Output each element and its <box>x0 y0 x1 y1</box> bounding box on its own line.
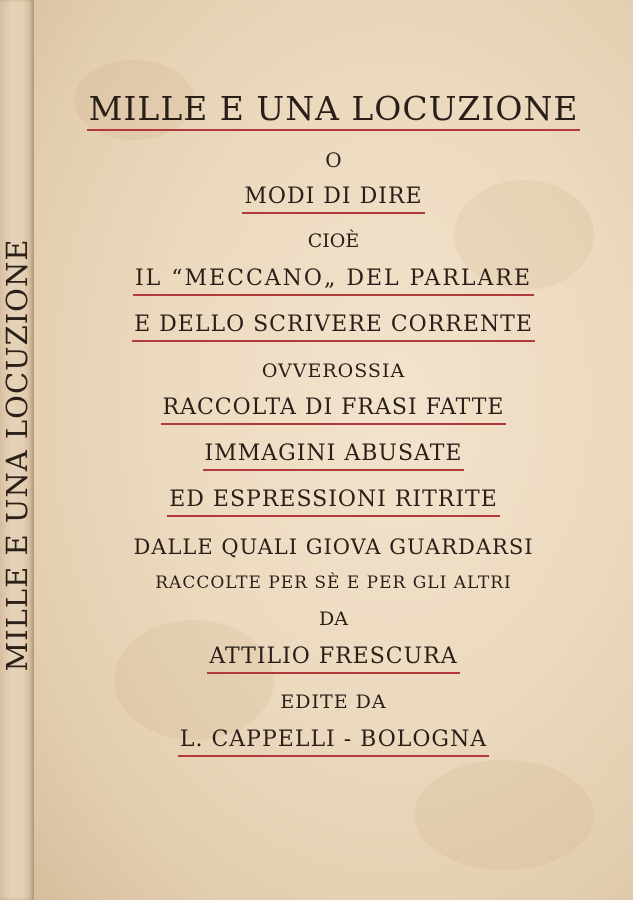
publisher-name: L. CAPPELLI - BOLOGNA <box>34 729 633 757</box>
subtitle-meccano: IL “MECCANO„ DEL PARLARE <box>34 268 633 296</box>
subtitle-guardarsi: DALLE QUALI GIOVA GUARDARSI <box>133 535 534 559</box>
word-da: DA <box>319 608 348 630</box>
subtitle-immagini: IMMAGINI ABUSATE <box>34 443 633 471</box>
spine-title: MILLE E UNA LOCUZIONE <box>0 238 34 672</box>
book-spine <box>0 0 34 900</box>
word-ovverossia: OVVEROSSIA <box>261 360 406 382</box>
subtitle-modi-di-dire: MODI DI DIRE <box>34 186 633 214</box>
author-name: ATTILIO FRESCURA <box>34 646 633 674</box>
subtitle-frasi-fatte: RACCOLTA DI FRASI FATTE <box>34 397 633 425</box>
subtitle-scrivere: E DELLO SCRIVERE CORRENTE <box>34 314 633 342</box>
subtitle-raccolte: RACCOLTE PER SÈ E PER GLI ALTRI <box>155 573 512 593</box>
word-cioe: CIOÈ <box>307 230 360 252</box>
subtitle-espressioni: ED ESPRESSIONI RITRITE <box>34 489 633 517</box>
main-title: MILLE E UNA LOCUZIONE <box>34 92 633 131</box>
cover-text <box>34 0 633 900</box>
word-edite-da: EDITE DA <box>280 691 387 713</box>
conjunction-o: O <box>325 148 342 172</box>
